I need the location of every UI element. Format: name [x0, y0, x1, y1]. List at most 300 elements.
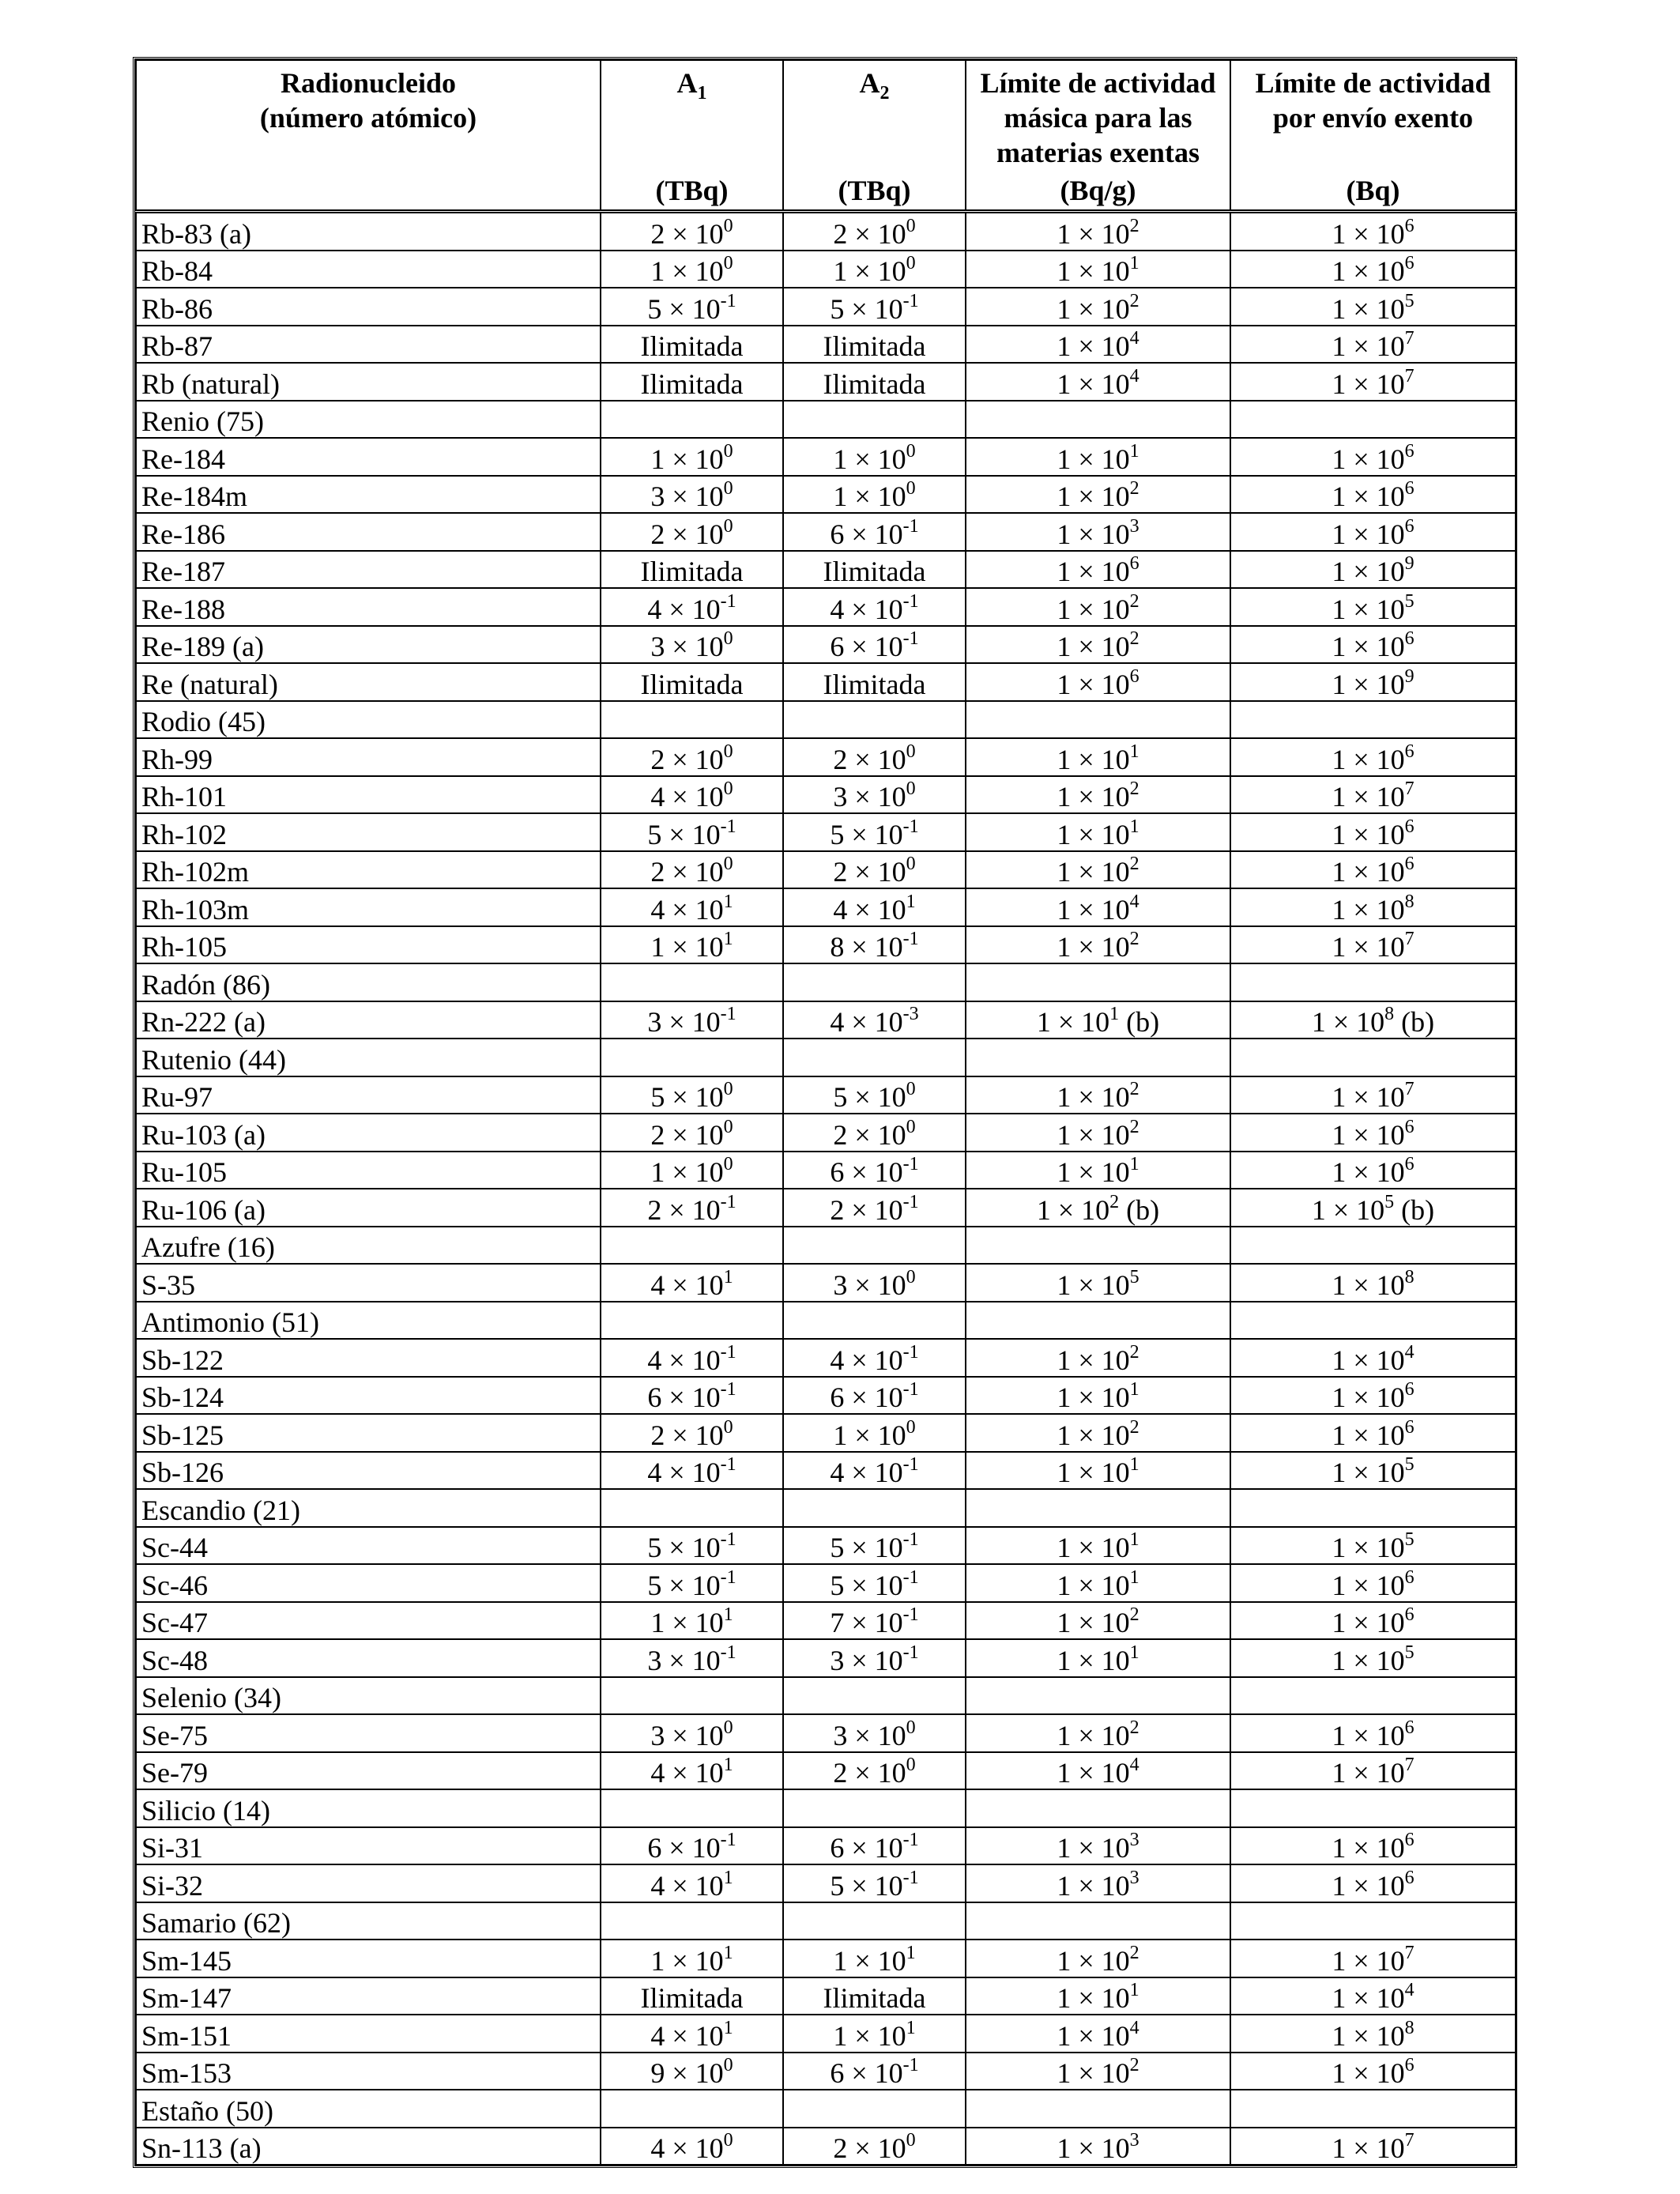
a1-cell: $1 \times 10^1$	[601, 926, 783, 964]
a1-cell: $4 \times 10^{-1}$	[601, 1452, 783, 1490]
table-row	[136, 438, 1516, 476]
header-a1	[601, 60, 783, 212]
consignment-limit-cell: $1 \times 10^6$	[1230, 851, 1516, 889]
table-row	[136, 1001, 1516, 1039]
nuclide-cell: Sc-46	[136, 1564, 601, 1602]
table-row	[136, 851, 1516, 889]
nuclide-cell: Rh-105	[136, 926, 601, 964]
consignment-limit-cell: $1 \times 10^6$	[1230, 438, 1516, 476]
table-row	[136, 738, 1516, 776]
mass-limit-cell: $1 \times 10^2$	[966, 1602, 1230, 1640]
mass-limit-cell: $1 \times 10^3$	[966, 513, 1230, 551]
mass-limit-cell	[966, 1227, 1230, 1265]
table-row	[136, 663, 1516, 701]
element-group-row	[136, 401, 1516, 439]
a2-cell: $6 \times 10^{-1}$	[783, 1152, 966, 1189]
nuclide-cell: Rh-102	[136, 813, 601, 851]
a2-cell	[783, 1902, 966, 1940]
nuclide-cell: Re-186	[136, 513, 601, 551]
a1-cell: Ilimitada	[601, 363, 783, 401]
table-row	[136, 1977, 1516, 2015]
a2-cell	[783, 2090, 966, 2128]
mass-limit-cell: $1 \times 10^4$	[966, 888, 1230, 926]
table-row	[136, 588, 1516, 626]
a1-cell: $4 \times 10^0$	[601, 2128, 783, 2166]
a1-cell: $4 \times 10^1$	[601, 888, 783, 926]
a2-cell: $4 \times 10^1$	[783, 888, 966, 926]
a2-cell: Ilimitada	[783, 326, 966, 364]
a2-cell: $2 \times 10^{-1}$	[783, 1189, 966, 1227]
mass-limit-cell: $1 \times 10^2$	[966, 2053, 1230, 2090]
consignment-limit-cell: $1 \times 10^4$	[1230, 1339, 1516, 1377]
consignment-limit-cell: $1 \times 10^6$	[1230, 813, 1516, 851]
mass-limit-cell: $1 \times 10^4$	[966, 326, 1230, 364]
a1-cell	[601, 1302, 783, 1340]
mass-limit-cell: $1 \times 10^1$	[966, 1564, 1230, 1602]
table-row	[136, 1152, 1516, 1189]
consignment-limit-cell: $1 \times 10^6$	[1230, 1602, 1516, 1640]
a2-cell: $6 \times 10^{-1}$	[783, 2053, 966, 2090]
mass-limit-cell: $1 \times 10^2$	[966, 1940, 1230, 1977]
a1-cell	[601, 1789, 783, 1827]
table-header	[136, 60, 1516, 212]
a2-cell: $2 \times 10^0$	[783, 1752, 966, 1790]
a2-cell	[783, 963, 966, 1001]
consignment-limit-cell: $1 \times 10^6$	[1230, 212, 1516, 251]
a1-cell	[601, 401, 783, 439]
mass-limit-cell: $1 \times 10^2$	[966, 851, 1230, 889]
consignment-limit-cell: $1 \times 10^5$	[1230, 1639, 1516, 1677]
a2-cell: $6 \times 10^{-1}$	[783, 626, 966, 664]
consignment-limit-cell: $1 \times 10^7$	[1230, 926, 1516, 964]
nuclide-cell: Rb (natural)	[136, 363, 601, 401]
mass-limit-cell: $1 \times 10^2$	[966, 1114, 1230, 1152]
table-row	[136, 888, 1516, 926]
a1-cell: $5 \times 10^{-1}$	[601, 1564, 783, 1602]
nuclide-cell: Rodio (45)	[136, 701, 601, 739]
element-group-row	[136, 1902, 1516, 1940]
nuclide-cell: Si-32	[136, 1864, 601, 1902]
consignment-limit-cell: $1 \times 10^6$	[1230, 738, 1516, 776]
nuclide-cell: Re-189 (a)	[136, 626, 601, 664]
header-mass-limit-unit: (Bq/g)	[1060, 175, 1136, 206]
mass-limit-cell: $1 \times 10^4$	[966, 2015, 1230, 2053]
a2-cell: $4 \times 10^{-1}$	[783, 1339, 966, 1377]
table-row	[136, 926, 1516, 964]
table-row	[136, 1602, 1516, 1640]
nuclide-cell: Rh-102m	[136, 851, 601, 889]
nuclide-cell: Rn-222 (a)	[136, 1001, 601, 1039]
a2-cell: $2 \times 10^0$	[783, 2128, 966, 2166]
mass-limit-cell: $1 \times 10^2$	[966, 1339, 1230, 1377]
a2-cell	[783, 1227, 966, 1265]
nuclide-cell: Sm-153	[136, 2053, 601, 2090]
consignment-limit-cell: $1 \times 10^9$	[1230, 663, 1516, 701]
a1-cell: $1 \times 10^1$	[601, 1602, 783, 1640]
a2-cell: $1 \times 10^0$	[783, 1414, 966, 1452]
table-row	[136, 776, 1516, 814]
consignment-limit-cell	[1230, 701, 1516, 739]
consignment-limit-cell	[1230, 401, 1516, 439]
nuclide-cell: Silicio (14)	[136, 1789, 601, 1827]
a1-cell: $2 \times 10^0$	[601, 738, 783, 776]
a2-cell	[783, 1789, 966, 1827]
consignment-limit-cell	[1230, 1789, 1516, 1827]
consignment-limit-cell: $1 \times 10^6$	[1230, 2053, 1516, 2090]
header-nuclide-line-1: Radionucleido	[280, 67, 457, 99]
table-row	[136, 1452, 1516, 1490]
consignment-limit-cell	[1230, 1489, 1516, 1527]
a2-cell: $2 \times 10^0$	[783, 1114, 966, 1152]
mass-limit-cell: $1 \times 10^2$	[966, 288, 1230, 326]
a1-cell: $1 \times 10^0$	[601, 438, 783, 476]
a1-cell	[601, 963, 783, 1001]
mass-limit-cell: $1 \times 10^1$	[966, 1977, 1230, 2015]
a2-cell: $3 \times 10^0$	[783, 776, 966, 814]
consignment-limit-cell: $1 \times 10^6$	[1230, 1377, 1516, 1415]
nuclide-cell: Selenio (34)	[136, 1677, 601, 1715]
a1-cell: $5 \times 10^{-1}$	[601, 1527, 783, 1565]
nuclide-cell: Rb-84	[136, 251, 601, 288]
nuclide-cell: Sb-124	[136, 1377, 601, 1415]
a2-cell: $2 \times 10^0$	[783, 212, 966, 251]
nuclide-cell: Escandio (21)	[136, 1489, 601, 1527]
consignment-limit-cell: $1 \times 10^8$	[1230, 1264, 1516, 1302]
a2-cell: $5 \times 10^{-1}$	[783, 1864, 966, 1902]
consignment-limit-cell: $1 \times 10^6$	[1230, 1714, 1516, 1752]
element-group-row	[136, 1039, 1516, 1076]
table-row	[136, 363, 1516, 401]
a1-cell: $5 \times 10^{-1}$	[601, 288, 783, 326]
nuclide-cell: Re-184m	[136, 476, 601, 514]
element-group-row	[136, 1789, 1516, 1827]
mass-limit-cell: $1 \times 10^2$	[966, 476, 1230, 514]
nuclide-cell: Re-187	[136, 551, 601, 589]
mass-limit-cell	[966, 701, 1230, 739]
consignment-limit-cell: $1 \times 10^6$	[1230, 251, 1516, 288]
a1-cell	[601, 1902, 783, 1940]
mass-limit-cell: $1 \times 10^5$	[966, 1264, 1230, 1302]
a1-cell	[601, 1227, 783, 1265]
nuclide-cell: Samario (62)	[136, 1902, 601, 1940]
nuclide-cell: Re (natural)	[136, 663, 601, 701]
nuclide-cell: Rh-101	[136, 776, 601, 814]
header-a1-symbol: $A_1$	[676, 67, 707, 104]
mass-limit-cell: $1 \times 10^2$	[966, 212, 1230, 251]
a1-cell: $2 \times 10^0$	[601, 1414, 783, 1452]
a1-cell	[601, 2090, 783, 2128]
header-a2-unit: (TBq)	[838, 175, 911, 206]
a2-cell: $3 \times 10^0$	[783, 1714, 966, 1752]
header-mass-limit	[966, 60, 1230, 212]
header-nuclide	[136, 60, 601, 212]
mass-limit-cell: $1 \times 10^1$	[966, 251, 1230, 288]
consignment-limit-cell: $1 \times 10^5$	[1230, 1527, 1516, 1565]
table-row	[136, 1864, 1516, 1902]
nuclide-cell: Radón (86)	[136, 963, 601, 1001]
a2-cell: $1 \times 10^0$	[783, 476, 966, 514]
mass-limit-cell: $1 \times 10^3$	[966, 1864, 1230, 1902]
table-row	[136, 513, 1516, 551]
a1-cell: $6 \times 10^{-1}$	[601, 1827, 783, 1865]
nuclide-cell: Se-79	[136, 1752, 601, 1790]
consignment-limit-cell	[1230, 1902, 1516, 1940]
a2-cell	[783, 1489, 966, 1527]
mass-limit-cell: $1 \times 10^3$	[966, 1827, 1230, 1865]
consignment-limit-cell: $1 \times 10^5$	[1230, 588, 1516, 626]
a2-cell: $2 \times 10^0$	[783, 851, 966, 889]
consignment-limit-cell	[1230, 963, 1516, 1001]
header-row	[136, 60, 1516, 212]
table-row	[136, 1339, 1516, 1377]
a1-cell: $2 \times 10^0$	[601, 513, 783, 551]
consignment-limit-cell: $1 \times 10^7$	[1230, 326, 1516, 364]
mass-limit-cell	[966, 2090, 1230, 2128]
consignment-limit-cell: $1 \times 10^7$	[1230, 1752, 1516, 1790]
a1-cell: $3 \times 10^{-1}$	[601, 1639, 783, 1677]
mass-limit-cell: $1 \times 10^1$	[966, 1639, 1230, 1677]
a1-cell: Ilimitada	[601, 551, 783, 589]
a1-cell	[601, 1677, 783, 1715]
a2-cell: $5 \times 10^{-1}$	[783, 813, 966, 851]
consignment-limit-cell: $1 \times 10^6$	[1230, 1152, 1516, 1189]
nuclide-cell: Rb-87	[136, 326, 601, 364]
nuclide-cell: Sb-122	[136, 1339, 601, 1377]
a2-cell: $1 \times 10^1$	[783, 1940, 966, 1977]
consignment-limit-cell: $1 \times 10^9$	[1230, 551, 1516, 589]
consignment-limit-cell: $1 \times 10^6$	[1230, 1564, 1516, 1602]
mass-limit-cell: $1 \times 10^2$	[966, 1414, 1230, 1452]
mass-limit-cell	[966, 1489, 1230, 1527]
mass-limit-cell: $1 \times 10^3$	[966, 2128, 1230, 2166]
a2-cell: $5 \times 10^{-1}$	[783, 1564, 966, 1602]
mass-limit-cell: $1 \times 10^1$ (b)	[966, 1001, 1230, 1039]
table-row	[136, 2015, 1516, 2053]
mass-limit-cell: $1 \times 10^2$	[966, 1076, 1230, 1114]
a2-cell: $4 \times 10^{-3}$	[783, 1001, 966, 1039]
header-mass-limit-line-2: másica para las	[1004, 102, 1192, 134]
table-row	[136, 251, 1516, 288]
nuclide-cell: Antimonio (51)	[136, 1302, 601, 1340]
header-consignment-limit-unit: (Bq)	[1346, 175, 1400, 206]
element-group-row	[136, 701, 1516, 739]
table-row	[136, 1827, 1516, 1865]
header-a1-unit: (TBq)	[655, 175, 729, 206]
consignment-limit-cell: $1 \times 10^8$ (b)	[1230, 1001, 1516, 1039]
mass-limit-cell: $1 \times 10^4$	[966, 363, 1230, 401]
header-a2-symbol: $A_2$	[859, 67, 890, 104]
a1-cell: $4 \times 10^1$	[601, 2015, 783, 2053]
consignment-limit-cell: $1 \times 10^6$	[1230, 513, 1516, 551]
a1-cell: Ilimitada	[601, 1977, 783, 2015]
header-a2	[783, 60, 966, 212]
mass-limit-cell	[966, 1902, 1230, 1940]
mass-limit-cell	[966, 963, 1230, 1001]
mass-limit-cell: $1 \times 10^2$	[966, 626, 1230, 664]
consignment-limit-cell: $1 \times 10^5$ (b)	[1230, 1189, 1516, 1227]
a2-cell: $1 \times 10^1$	[783, 2015, 966, 2053]
a2-cell	[783, 1302, 966, 1340]
a1-cell: $3 \times 10^0$	[601, 626, 783, 664]
table-row	[136, 212, 1516, 251]
nuclide-cell: Si-31	[136, 1827, 601, 1865]
a1-cell: $3 \times 10^0$	[601, 1714, 783, 1752]
a2-cell: $5 \times 10^0$	[783, 1076, 966, 1114]
a2-cell: $4 \times 10^{-1}$	[783, 588, 966, 626]
header-mass-limit-line-3: materias exentas	[996, 137, 1200, 168]
a2-cell	[783, 401, 966, 439]
nuclide-cell: Sm-145	[136, 1940, 601, 1977]
table-row	[136, 813, 1516, 851]
a1-cell: $9 \times 10^0$	[601, 2053, 783, 2090]
table-body	[136, 212, 1516, 2166]
table-row	[136, 1564, 1516, 1602]
consignment-limit-cell: $1 \times 10^6$	[1230, 476, 1516, 514]
a1-cell: $4 \times 10^{-1}$	[601, 588, 783, 626]
header-consignment-limit-line-2: por envío exento	[1272, 102, 1474, 134]
consignment-limit-cell	[1230, 2090, 1516, 2128]
a1-cell	[601, 701, 783, 739]
a1-cell: $4 \times 10^0$	[601, 776, 783, 814]
table-row	[136, 476, 1516, 514]
a1-cell: $1 \times 10^0$	[601, 1152, 783, 1189]
a2-cell: Ilimitada	[783, 663, 966, 701]
a2-cell: $8 \times 10^{-1}$	[783, 926, 966, 964]
element-group-row	[136, 2090, 1516, 2128]
a1-cell: $6 \times 10^{-1}$	[601, 1377, 783, 1415]
a2-cell: $4 \times 10^{-1}$	[783, 1452, 966, 1490]
radionuclide-table-frame	[133, 57, 1517, 2168]
a2-cell: $7 \times 10^{-1}$	[783, 1602, 966, 1640]
table-row	[136, 1752, 1516, 1790]
mass-limit-cell: $1 \times 10^1$	[966, 1152, 1230, 1189]
nuclide-cell: S-35	[136, 1264, 601, 1302]
mass-limit-cell: $1 \times 10^1$	[966, 813, 1230, 851]
table-row	[136, 1189, 1516, 1227]
table-row	[136, 288, 1516, 326]
mass-limit-cell	[966, 1789, 1230, 1827]
consignment-limit-cell: $1 \times 10^4$	[1230, 1977, 1516, 2015]
a1-cell: Ilimitada	[601, 326, 783, 364]
consignment-limit-cell: $1 \times 10^5$	[1230, 288, 1516, 326]
a2-cell	[783, 1677, 966, 1715]
mass-limit-cell: $1 \times 10^1$	[966, 1377, 1230, 1415]
table-row	[136, 1114, 1516, 1152]
a2-cell: $1 \times 10^0$	[783, 251, 966, 288]
a2-cell: $3 \times 10^0$	[783, 1264, 966, 1302]
table-row	[136, 2128, 1516, 2166]
a1-cell: $2 \times 10^{-1}$	[601, 1189, 783, 1227]
mass-limit-cell	[966, 1039, 1230, 1076]
table-row	[136, 1076, 1516, 1114]
a1-cell: $3 \times 10^0$	[601, 476, 783, 514]
a1-cell: $3 \times 10^{-1}$	[601, 1001, 783, 1039]
nuclide-cell: Re-184	[136, 438, 601, 476]
consignment-limit-cell: $1 \times 10^6$	[1230, 1827, 1516, 1865]
a2-cell: $5 \times 10^{-1}$	[783, 288, 966, 326]
a2-cell: $1 \times 10^0$	[783, 438, 966, 476]
nuclide-cell: Rh-99	[136, 738, 601, 776]
a1-cell	[601, 1039, 783, 1076]
a2-cell: $5 \times 10^{-1}$	[783, 1527, 966, 1565]
nuclide-cell: Sc-44	[136, 1527, 601, 1565]
a1-cell: $4 \times 10^1$	[601, 1752, 783, 1790]
a2-cell: Ilimitada	[783, 1977, 966, 2015]
a1-cell: $5 \times 10^0$	[601, 1076, 783, 1114]
a1-cell: $5 \times 10^{-1}$	[601, 813, 783, 851]
a2-cell: Ilimitada	[783, 551, 966, 589]
nuclide-cell: Azufre (16)	[136, 1227, 601, 1265]
a1-cell: $2 \times 10^0$	[601, 212, 783, 251]
nuclide-cell: Ru-103 (a)	[136, 1114, 601, 1152]
table-row	[136, 1377, 1516, 1415]
table-row	[136, 1940, 1516, 1977]
a1-cell: $1 \times 10^0$	[601, 251, 783, 288]
a2-cell: Ilimitada	[783, 363, 966, 401]
consignment-limit-cell: $1 \times 10^7$	[1230, 1076, 1516, 1114]
consignment-limit-cell: $1 \times 10^8$	[1230, 2015, 1516, 2053]
header-consignment-limit-line-1: Límite de actividad	[1255, 67, 1491, 99]
nuclide-cell: Ru-105	[136, 1152, 601, 1189]
table-row	[136, 1264, 1516, 1302]
a1-cell	[601, 1489, 783, 1527]
consignment-limit-cell: $1 \times 10^7$	[1230, 776, 1516, 814]
mass-limit-cell: $1 \times 10^2$	[966, 926, 1230, 964]
consignment-limit-cell: $1 \times 10^5$	[1230, 1452, 1516, 1490]
a1-cell: $4 \times 10^{-1}$	[601, 1339, 783, 1377]
table-row	[136, 1527, 1516, 1565]
a1-cell: $4 \times 10^1$	[601, 1864, 783, 1902]
consignment-limit-cell	[1230, 1677, 1516, 1715]
element-group-row	[136, 1489, 1516, 1527]
mass-limit-cell	[966, 1677, 1230, 1715]
nuclide-cell: Sb-125	[136, 1414, 601, 1452]
table-row	[136, 326, 1516, 364]
nuclide-cell: Rb-86	[136, 288, 601, 326]
nuclide-cell: Re-188	[136, 588, 601, 626]
nuclide-cell: Sn-113 (a)	[136, 2128, 601, 2166]
mass-limit-cell: $1 \times 10^2$ (b)	[966, 1189, 1230, 1227]
mass-limit-cell	[966, 401, 1230, 439]
a1-cell: $2 \times 10^0$	[601, 1114, 783, 1152]
consignment-limit-cell: $1 \times 10^6$	[1230, 1864, 1516, 1902]
nuclide-cell: Renio (75)	[136, 401, 601, 439]
table-row	[136, 1714, 1516, 1752]
mass-limit-cell: $1 \times 10^2$	[966, 1714, 1230, 1752]
nuclide-cell: Ru-97	[136, 1076, 601, 1114]
mass-limit-cell: $1 \times 10^1$	[966, 1527, 1230, 1565]
nuclide-cell: Sm-147	[136, 1977, 601, 2015]
a1-cell: $1 \times 10^1$	[601, 1940, 783, 1977]
consignment-limit-cell: $1 \times 10^6$	[1230, 1114, 1516, 1152]
nuclide-cell: Rutenio (44)	[136, 1039, 601, 1076]
nuclide-cell: Sm-151	[136, 2015, 601, 2053]
a2-cell: $3 \times 10^{-1}$	[783, 1639, 966, 1677]
header-nuclide-line-2: (número atómico)	[259, 102, 477, 134]
nuclide-cell: Estaño (50)	[136, 2090, 601, 2128]
mass-limit-cell	[966, 1302, 1230, 1340]
element-group-row	[136, 1677, 1516, 1715]
nuclide-cell: Rh-103m	[136, 888, 601, 926]
table-row	[136, 626, 1516, 664]
mass-limit-cell: $1 \times 10^4$	[966, 1752, 1230, 1790]
a1-cell: $4 \times 10^1$	[601, 1264, 783, 1302]
mass-limit-cell: $1 \times 10^1$	[966, 1452, 1230, 1490]
consignment-limit-cell	[1230, 1302, 1516, 1340]
nuclide-cell: Sc-48	[136, 1639, 601, 1677]
header-consignment-limit	[1230, 60, 1516, 212]
a2-cell	[783, 701, 966, 739]
